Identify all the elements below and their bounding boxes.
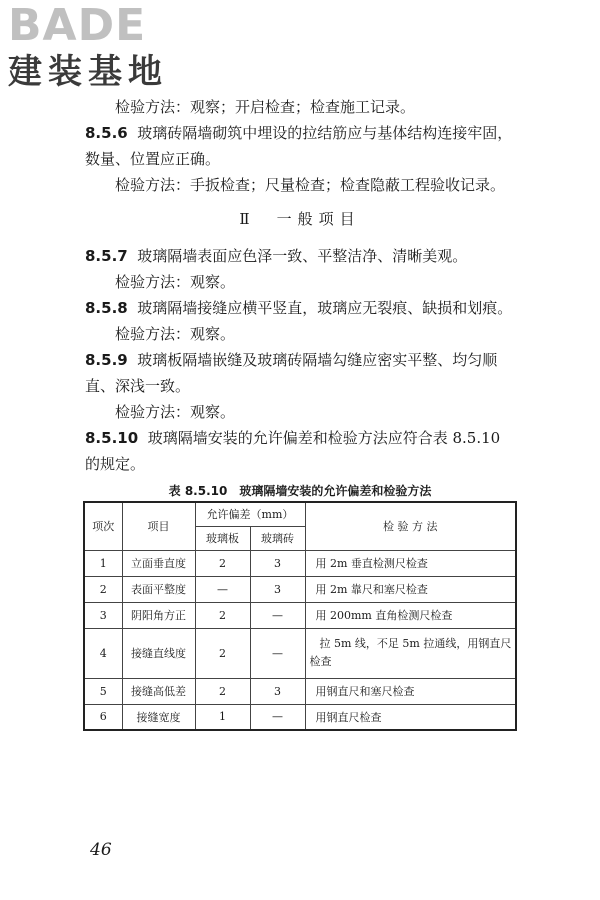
cell-panel: 1	[195, 704, 250, 730]
cell-brick: —	[250, 704, 305, 730]
cell-method: 用 200mm 直角检测尺检查	[305, 602, 516, 628]
table-title: 表 8.5.10 玻璃隔墙安装的允许偏差和检验方法	[168, 484, 432, 498]
cell-no: 5	[84, 678, 122, 704]
clause-8-5-10	[85, 427, 500, 449]
cell-method-line2: 检查	[309, 655, 332, 668]
header-item: 项目	[122, 502, 195, 550]
table-row	[84, 576, 516, 602]
cell-no: 2	[84, 576, 122, 602]
clause-8-5-8	[85, 297, 512, 319]
table-row	[84, 550, 516, 576]
table-row	[84, 628, 516, 678]
cell-brick: —	[250, 602, 305, 628]
header-allowance: 允许偏差（mm）	[195, 502, 305, 526]
clause-text: 玻璃板隔墙嵌缝及玻璃砖隔墙勾缝应密实平整、均匀顺	[137, 351, 498, 369]
clause-number: 8.5.7	[85, 247, 128, 265]
clause-text: 玻璃隔墙表面应色泽一致、平整洁净、清晰美观。	[137, 247, 468, 265]
table-row	[84, 704, 516, 730]
logo-brand: BADE	[8, 0, 147, 51]
bade-logo	[8, 0, 183, 94]
paragraph-inspection-3: 检验方法：观察。	[115, 273, 236, 291]
cell-no: 4	[84, 628, 122, 678]
table-row	[84, 602, 516, 628]
cell-panel: 2	[195, 628, 250, 678]
clause-8-5-6-cont: 数量、位置应正确。	[85, 150, 221, 168]
header-glass-brick: 玻璃砖	[250, 526, 305, 550]
paragraph-inspection-4: 检验方法：观察。	[115, 325, 236, 343]
clause-number: 8.5.6	[85, 124, 128, 142]
clause-text: 玻璃隔墙接缝应横平竖直，玻璃应无裂痕、缺损和划痕。	[137, 299, 513, 317]
clause-text: 玻璃隔墙安装的允许偏差和检验方法应符合表 8.5.10	[147, 429, 501, 447]
cell-method: 用 2m 靠尺和塞尺检查	[305, 576, 516, 602]
cell-panel: —	[195, 576, 250, 602]
cell-item: 接缝直线度	[122, 628, 195, 678]
cell-item: 接缝高低差	[122, 678, 195, 704]
cell-method: 用钢直尺和塞尺检查	[305, 678, 516, 704]
table-header-row	[84, 502, 516, 526]
cell-item: 接缝宽度	[122, 704, 195, 730]
clause-8-5-6	[85, 122, 512, 144]
cell-method-line1: 拉 5m 线，不足 5m 拉通线，用钢直尺	[319, 637, 512, 650]
cell-method: 用 2m 垂直检测尺检查	[305, 550, 516, 576]
cell-item: 表面平整度	[122, 576, 195, 602]
page-number: 46	[90, 840, 112, 860]
cell-brick: 3	[250, 678, 305, 704]
clause-8-5-10-cont: 的规定。	[85, 455, 146, 473]
cell-no: 3	[84, 602, 122, 628]
clause-number: 8.5.8	[85, 299, 128, 317]
cell-panel: 2	[195, 602, 250, 628]
table-row	[84, 678, 516, 704]
tolerance-table	[83, 501, 517, 731]
cell-brick: —	[250, 628, 305, 678]
cell-method: 用钢直尺检查	[305, 704, 516, 730]
header-method: 检 验 方 法	[305, 502, 516, 550]
cell-item: 阴阳角方正	[122, 602, 195, 628]
header-index: 项次	[84, 502, 122, 550]
cell-panel: 2	[195, 550, 250, 576]
logo-subtitle: 建装基地	[8, 52, 168, 92]
clause-8-5-9	[85, 349, 497, 371]
section-title: Ⅱ 一般项目	[239, 210, 361, 228]
cell-item: 立面垂直度	[122, 550, 195, 576]
clause-8-5-9-cont: 直、深浅一致。	[85, 377, 191, 395]
clause-number: 8.5.9	[85, 351, 128, 369]
cell-brick: 3	[250, 550, 305, 576]
paragraph-inspection-1: 检验方法：观察；开启检查；检查施工记录。	[115, 98, 416, 116]
cell-no: 1	[84, 550, 122, 576]
clause-8-5-7	[85, 245, 467, 267]
cell-panel: 2	[195, 678, 250, 704]
clause-text: 玻璃砖隔墙砌筑中埋设的拉结筋应与基体结构连接牢固，	[137, 124, 513, 142]
cell-no: 6	[84, 704, 122, 730]
cell-brick: 3	[250, 576, 305, 602]
paragraph-inspection-5: 检验方法：观察。	[115, 403, 236, 421]
paragraph-inspection-2: 检验方法：手扳检查；尺量检查；检查隐蔽工程验收记录。	[115, 176, 506, 194]
header-glass-panel: 玻璃板	[195, 526, 250, 550]
clause-number: 8.5.10	[85, 429, 139, 447]
cell-method	[305, 628, 516, 678]
